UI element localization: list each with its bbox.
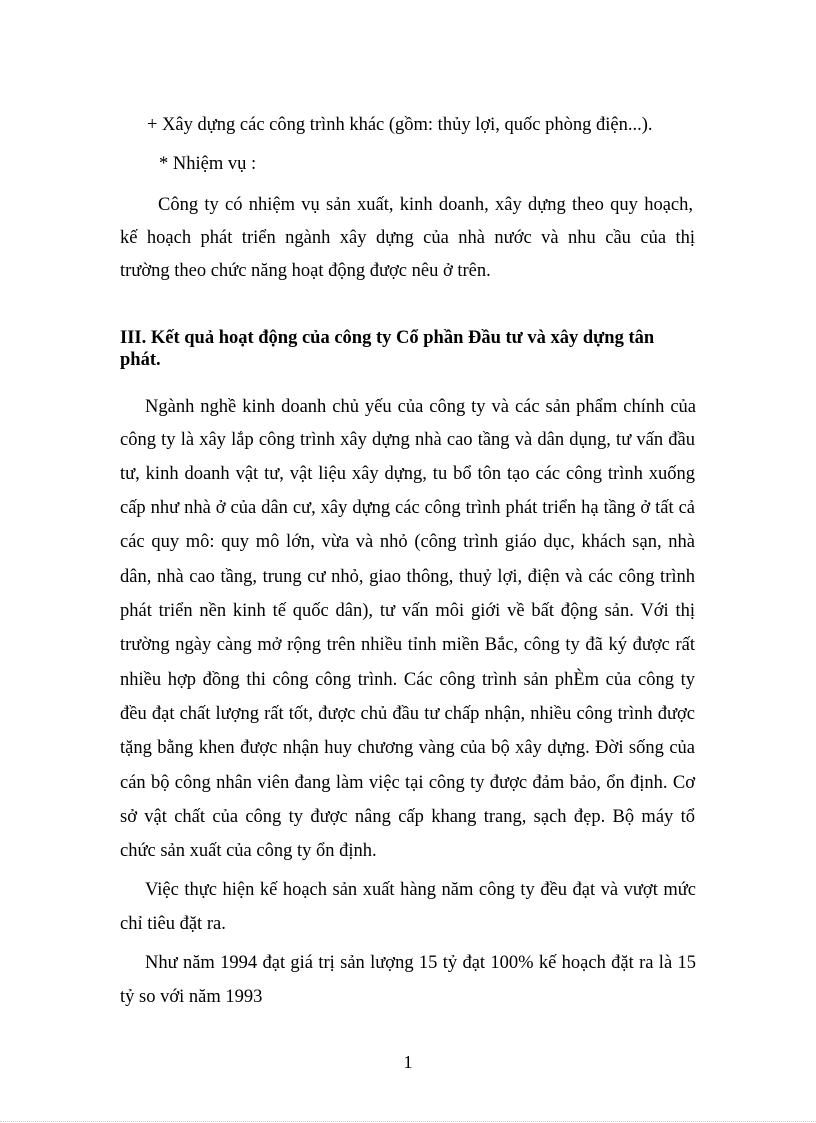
paragraph-1-line-14: chức sản xuất của công ty ổn định. [120,841,377,861]
paragraph-1-line-9: nhiều hợp đồng thi công công trình. Các công trình sản phÈm của công ty [120,670,695,690]
mission-label: * Nhiệm vụ : [159,154,257,174]
paragraph-1-line-12: cán bộ công nhân viên đang làm việc tại công ty được đảm bảo, ổn định. Cơ [120,773,695,793]
paragraph-1-line-7: phát triển nền kinh tế quốc dân), tư vấn môi giới về bất động sản. Với thị [120,601,695,621]
paragraph-1-line-6: dân, nhà cao tầng, trung cư nhỏ, giao thông, thuỷ lợi, điện và các công trình [120,567,695,587]
paragraph-1-line-1: Ngành nghề kinh doanh chủ yếu của công ty và các sản phẩm chính của [145,397,696,417]
mission-line-1: Công ty có nhiệm vụ sản xuất, kinh doanh, xây dựng theo quy hoạch, [158,195,693,215]
paragraph-3-line-2: tỷ so với năm 1993 [120,987,263,1007]
mission-line-3: trường theo chức năng hoạt động được nêu ở trên. [120,261,491,281]
page-bottom-rule [0,1121,816,1122]
mission-line-2: kế hoạch phát triển ngành xây dựng của nhà nước và nhu cầu của thị [120,228,695,248]
paragraph-1-line-5: các quy mô: quy mô lớn, vừa và nhỏ (công trình giáo dục, khách sạn, nhà [120,532,695,552]
paragraph-2-line-2: chỉ tiêu đặt ra. [120,914,226,934]
paragraph-3-line-1: Như năm 1994 đạt giá trị sản lượng 15 tỷ đạt 100% kế hoạch đặt ra là 15 [145,953,696,973]
page-number: 1 [403,1052,413,1072]
paragraph-1-line-13: sở vật chất của công ty được nâng cấp khang trang, sạch đẹp. Bộ máy tổ [120,807,695,827]
section-heading-line-1: III. Kết quả hoạt động của công ty Cổ phần Đầu tư và xây dựng tân [120,328,655,348]
section-heading-line-2: phát. [120,350,161,370]
paragraph-1-line-4: cấp như nhà ở của dân cư, xây dựng các công trình phát triển hạ tầng ở tất cả [120,498,695,518]
paragraph-1-line-8: trường ngày càng mở rộng trên nhiều tỉnh miền Bắc, công ty đã ký được rất [120,635,695,655]
paragraph-2-line-1: Việc thực hiện kế hoạch sản xuất hàng năm công ty đều đạt và vượt mức [145,880,696,900]
paragraph-1-line-10: đều đạt chất lượng rất tốt, được chủ đầu tư chấp nhận, nhiều công trình được [120,704,695,724]
paragraph-1-line-2: công ty là xây lắp công trình xây dựng nhà cao tầng và dân dụng, tư vấn đầu [120,430,695,450]
intro-bullet: + Xây dựng các công trình khác (gồm: thủy lợi, quốc phòng điện...). [147,115,653,135]
paragraph-1-line-3: tư, kinh doanh vật tư, vật liệu xây dựng, tu bổ tôn tạo các công trình xuống [120,464,695,484]
paragraph-1-line-11: tặng bằng khen được nhận huy chương vàng của bộ xây dựng. Đời sống của [120,738,695,758]
